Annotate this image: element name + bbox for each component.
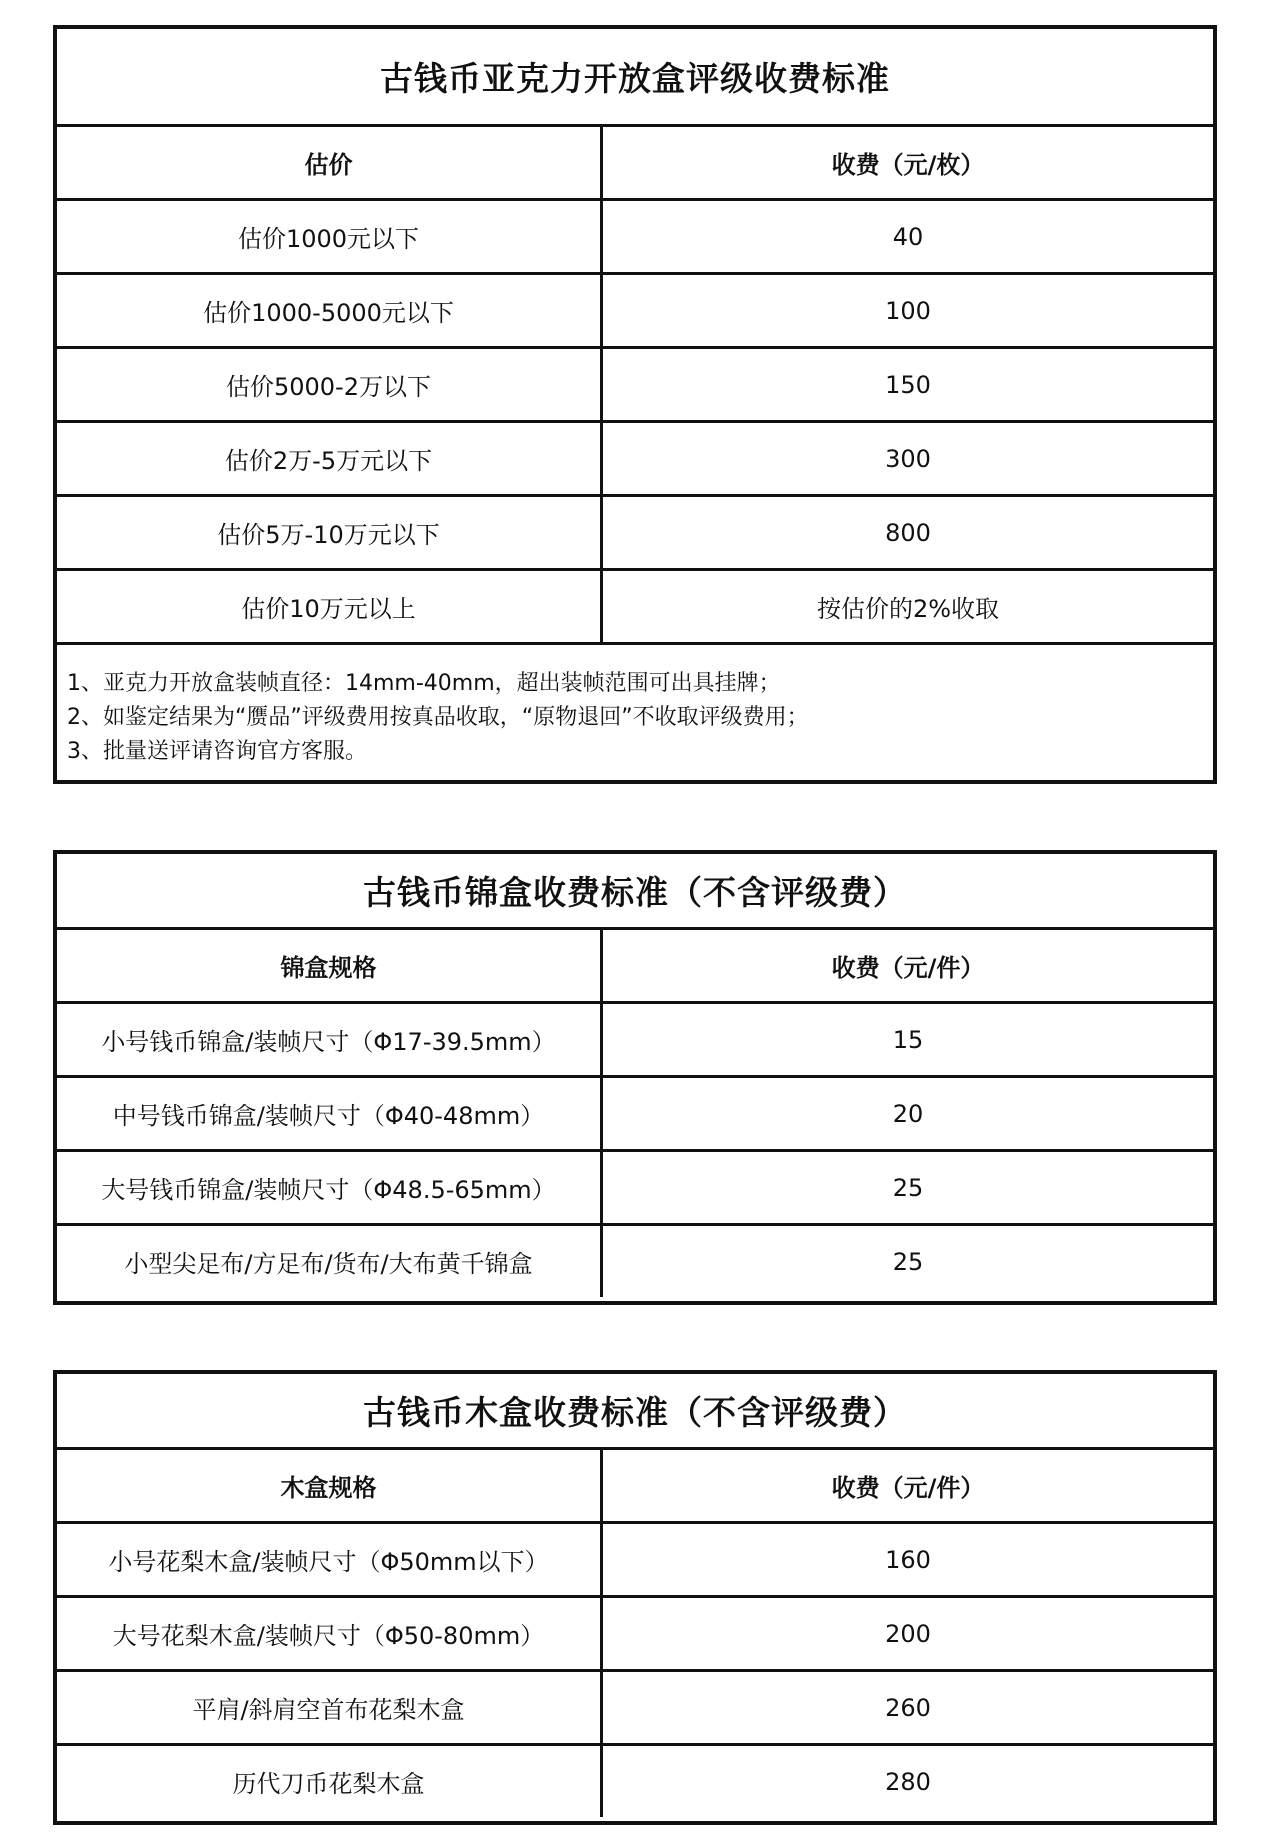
- fee-cell: 150: [885, 370, 931, 399]
- estimate-cell: 估价2万-5万元以下: [57, 423, 603, 494]
- fee-cell: 100: [885, 296, 931, 325]
- fee-cell: 按估价的2%收取: [816, 595, 1000, 623]
- brocade-header-spec: 锦盒规格: [57, 930, 603, 1001]
- spec-cell: 小型尖足布/方足布/货布/大布黄千锦盒: [57, 1226, 603, 1297]
- estimate-cell: 估价1000元以下: [57, 201, 603, 272]
- fee-cell: 20: [892, 1099, 924, 1128]
- wooden-table-title: 古钱币木盒收费标准（不含评级费）: [57, 1374, 1213, 1450]
- acrylic-table-title: 古钱币亚克力开放盒评级收费标准: [57, 29, 1213, 127]
- estimate-cell: 估价10万元以上: [57, 571, 603, 642]
- fee-cell: 15: [892, 1025, 924, 1054]
- spec-cell: 大号花梨木盒/装帧尺寸（Φ50-80mm）: [57, 1598, 603, 1669]
- wooden-header-fee: 收费（元/件）: [831, 1474, 985, 1502]
- table-row: [57, 1746, 1213, 1817]
- note-line: 3、批量送评请咨询官方客服。: [67, 739, 367, 764]
- brocade-header-fee: 收费（元/件）: [831, 954, 985, 982]
- table-row: [57, 1524, 1213, 1598]
- table-row: [57, 1004, 1213, 1078]
- note-line: 1、亚克力开放盒装帧直径：14mm-40mm，超出装帧范围可出具挂牌；: [67, 671, 781, 696]
- table-row: [57, 423, 1213, 497]
- fee-cell: 300: [885, 444, 931, 473]
- fee-cell: 25: [892, 1247, 924, 1276]
- spec-cell: 平肩/斜肩空首布花梨木盒: [57, 1672, 603, 1743]
- acrylic-header-fee: 收费（元/枚）: [831, 151, 985, 179]
- fee-cell: 280: [885, 1767, 931, 1796]
- table-row: [57, 1152, 1213, 1226]
- brocade-fee-table: [53, 850, 1217, 1305]
- spec-cell: 小号花梨木盒/装帧尺寸（Φ50mm以下）: [57, 1524, 603, 1595]
- table-row: [57, 1226, 1213, 1297]
- acrylic-fee-table: [53, 25, 1217, 784]
- table-row: [57, 201, 1213, 275]
- acrylic-notes: [57, 645, 1213, 783]
- table-row: [57, 497, 1213, 571]
- table-row: [57, 1672, 1213, 1746]
- table-row: [57, 275, 1213, 349]
- wooden-header-row: [57, 1450, 1213, 1524]
- note-line: 2、如鉴定结果为“赝品”评级费用按真品收取，“原物退回”不收取评级费用；: [67, 705, 809, 730]
- fee-cell: 160: [885, 1545, 931, 1574]
- table-row: [57, 1078, 1213, 1152]
- brocade-table-title: 古钱币锦盒收费标准（不含评级费）: [57, 854, 1213, 930]
- acrylic-header-row: [57, 127, 1213, 201]
- wooden-header-spec: 木盒规格: [57, 1450, 603, 1521]
- estimate-cell: 估价1000-5000元以下: [57, 275, 603, 346]
- fee-cell: 800: [885, 518, 931, 547]
- estimate-cell: 估价5000-2万以下: [57, 349, 603, 420]
- estimate-cell: 估价5万-10万元以下: [57, 497, 603, 568]
- wooden-fee-table: [53, 1370, 1217, 1825]
- brocade-header-row: [57, 930, 1213, 1004]
- fee-cell: 200: [885, 1619, 931, 1648]
- spec-cell: 小号钱币锦盒/装帧尺寸（Φ17-39.5mm）: [57, 1004, 603, 1075]
- fee-cell: 40: [892, 222, 924, 251]
- table-row: [57, 571, 1213, 645]
- fee-cell: 25: [892, 1173, 924, 1202]
- table-row: [57, 1598, 1213, 1672]
- acrylic-header-estimate: 估价: [57, 127, 603, 198]
- spec-cell: 历代刀币花梨木盒: [57, 1746, 603, 1817]
- fee-cell: 260: [885, 1693, 931, 1722]
- table-row: [57, 349, 1213, 423]
- spec-cell: 中号钱币锦盒/装帧尺寸（Φ40-48mm）: [57, 1078, 603, 1149]
- spec-cell: 大号钱币锦盒/装帧尺寸（Φ48.5-65mm）: [57, 1152, 603, 1223]
